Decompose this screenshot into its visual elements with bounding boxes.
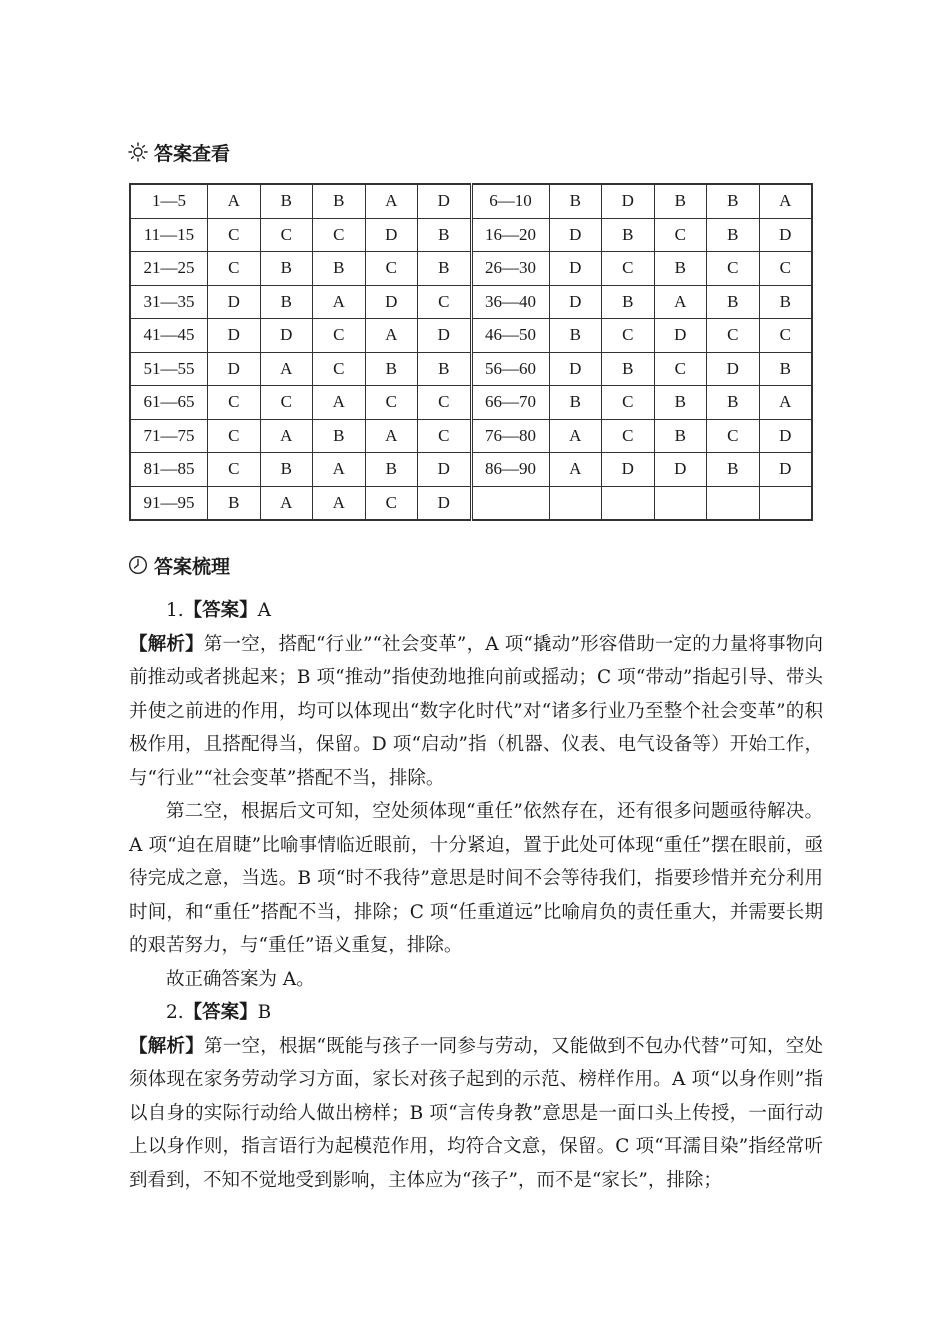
answer-cell: B [418,352,472,386]
q1-analysis-text-1: 第一空，搭配“行业”“社会变革”，A 项“撬动”形容借助一定的力量将事物向前推动或者挑起来；B 项“推动”指使劲地推向前或摇动；C 项“带动”指起引导、带头并使之前进的作用，均可以体现出“数字化时代”对“诸多行业乃至整个社会变革”的积极作用，且搭配得当，保留。D 项“启动”指（机器、仪表、电气设备等）开始工作，与“行业”“社会变革”搭配不当，排除。 [129,633,823,789]
table-row [130,486,812,520]
table-row [130,285,812,319]
question-range-cell: 56—60 [471,352,549,386]
question-range-cell: 91—95 [130,486,208,520]
answer-cell: A [260,486,313,520]
answer-cell: D [654,319,707,353]
table-row [130,453,812,487]
answer-cell: B [260,453,313,487]
answer-cell: B [260,252,313,286]
table-row [130,352,812,386]
answer-cell: D [759,453,812,487]
answer-cell: A [365,184,418,218]
answer-cell: C [759,319,812,353]
answer-cell: D [707,352,760,386]
answer-cell: D [549,285,602,319]
q1-analysis-tag: 【解析】 [129,633,204,655]
answer-cell: C [759,252,812,286]
question-range-cell [471,486,549,520]
answer-cell: B [313,419,366,453]
answer-cell: A [549,453,602,487]
q2-answer: B [257,1002,272,1023]
answer-cell: A [759,184,812,218]
answer-cell: A [365,319,418,353]
q1-conclusion: 故正确答案为 A。 [166,968,315,990]
q1-analysis-p1 [129,628,823,796]
q1-analysis-p2: 第二空，根据后文可知，空处须体现“重任”依然存在，还有很多问题亟待解决。A 项“迫在眉睫”比喻事情临近眼前，十分紧迫，置于此处可体现“重任”摆在眼前，亟待完成之意，当选。B 项“时不我待”意思是时间不会等待我们，指要珍惜并充分利用时间，和“重任”搭配不当，排除；C 项“任重道远”比喻肩负的责任重大，并需要长期的艰苦努力，与“重任”语义重复，排除。 [129,801,823,956]
answer-cell: C [654,352,707,386]
answer-cell: B [759,285,812,319]
answer-cell: C [602,319,655,353]
answer-cell: C [654,218,707,252]
answer-cell: D [260,319,313,353]
table-row [130,419,812,453]
answer-cell: B [313,184,366,218]
question-range-cell: 86—90 [471,453,549,487]
q2-number: 2. [166,1002,184,1023]
answer-cell: B [549,184,602,218]
answer-cell: B [313,252,366,286]
answer-cell: D [208,285,261,319]
answer-cell: C [208,218,261,252]
answer-cell: C [707,319,760,353]
q1-answer: A [257,600,272,621]
answer-cell: D [418,486,472,520]
answer-cell: B [654,386,707,420]
answer-cell: B [602,352,655,386]
answer-cell: B [602,285,655,319]
q1-answer-tag: 【答案】 [183,600,258,621]
answer-cell: D [418,319,472,353]
q2-answer-tag: 【答案】 [183,1002,258,1023]
answer-cell: C [313,319,366,353]
answer-cell: B [260,184,313,218]
answer-cell: A [365,419,418,453]
answer-cell: C [602,386,655,420]
question-range-cell: 81—85 [130,453,208,487]
answer-cell: D [549,252,602,286]
answer-cell: C [707,252,760,286]
answer-cell: B [418,218,472,252]
q1-answer-line [129,594,823,628]
answer-cell [707,486,760,520]
question-range-cell: 26—30 [471,252,549,286]
answer-cell: B [549,386,602,420]
answer-cell: C [208,252,261,286]
answer-cell: D [549,352,602,386]
question-range-cell: 71—75 [130,419,208,453]
answer-cell: C [418,386,472,420]
answer-cell: A [549,419,602,453]
answer-cell: D [418,184,472,218]
table-row [130,386,812,420]
question-range-cell: 16—20 [471,218,549,252]
answer-cell: C [208,453,261,487]
question-range-cell: 1—5 [130,184,208,218]
answer-cell: B [654,184,707,218]
clock-icon [128,555,148,575]
answer-cell: B [707,285,760,319]
answer-cell: C [208,419,261,453]
answer-cell: D [365,285,418,319]
answer-cell: D [759,419,812,453]
answer-cell: C [313,218,366,252]
answer-cell: D [418,453,472,487]
answer-cell: B [654,252,707,286]
answer-cell: D [759,218,812,252]
review-section-title: 答案梳理 [154,555,231,578]
answer-cell: C [365,252,418,286]
question-range-cell: 11—15 [130,218,208,252]
answer-cell: B [549,319,602,353]
sun-icon [128,142,148,162]
answer-cell: A [313,386,366,420]
answer-cell: B [654,419,707,453]
answer-cell: C [365,486,418,520]
answer-cell: B [707,218,760,252]
answer-cell: B [707,453,760,487]
question-range-cell: 66—70 [471,386,549,420]
question-range-cell: 36—40 [471,285,549,319]
answer-cell: C [313,352,366,386]
answer-cell: D [365,218,418,252]
question-range-cell: 61—65 [130,386,208,420]
q2-analysis-tag: 【解析】 [129,1035,204,1057]
answer-cell: B [260,285,313,319]
q2-answer-line [129,996,823,1030]
answer-cell: B [365,453,418,487]
answer-cell: B [208,486,261,520]
answer-cell: A [313,453,366,487]
answer-cell: D [208,352,261,386]
answer-cell: C [602,419,655,453]
answer-cell: A [759,386,812,420]
answer-cell: A [313,285,366,319]
answer-cell: A [313,486,366,520]
answer-cell: A [208,184,261,218]
question-range-cell: 76—80 [471,419,549,453]
answer-cell: B [759,352,812,386]
answer-cell: B [602,218,655,252]
review-section-heading [128,552,230,578]
answer-explanations [129,594,823,1197]
answer-cell: D [602,453,655,487]
answer-cell: A [260,352,313,386]
answers-section-title: 答案查看 [154,142,231,165]
answer-cell: B [707,184,760,218]
answer-cell: C [260,386,313,420]
q1-number: 1. [166,600,184,621]
answer-cell: B [365,352,418,386]
answer-cell: D [602,184,655,218]
question-range-cell: 51—55 [130,352,208,386]
answer-cell [654,486,707,520]
q2-analysis-text-1: 第一空，根据“既能与孩子一同参与劳动，又能做到不包办代替”可知，空处须体现在家务劳动学习方面，家长对孩子起到的示范、榜样作用。A 项“以身作则”指以自身的实际行动给人做出榜样；B 项“言传身教”意思是一面口头上传授，一面行动上以身作则，指言语行为起模范作用，均符合文意，保留。C 项“耳濡目染”指经常听到看到，不知不觉地受到影响，主体应为“孩子”，而不是“家长”，排除； [129,1035,823,1191]
answer-table [129,183,813,521]
answer-cell: B [418,252,472,286]
question-range-cell: 41—45 [130,319,208,353]
answer-cell [759,486,812,520]
answer-cell: C [707,419,760,453]
answer-cell: C [260,218,313,252]
answer-cell: A [260,419,313,453]
question-range-cell: 46—50 [471,319,549,353]
question-range-cell: 21—25 [130,252,208,286]
table-row [130,252,812,286]
answer-cell: D [654,453,707,487]
question-range-cell: 31—35 [130,285,208,319]
table-row [130,319,812,353]
answer-cell [549,486,602,520]
answer-cell: D [549,218,602,252]
table-row [130,218,812,252]
table-row [130,184,812,218]
answer-cell: C [602,252,655,286]
answer-cell [602,486,655,520]
answer-cell: B [707,386,760,420]
answer-cell: C [365,386,418,420]
answer-cell: C [418,419,472,453]
answer-cell: D [208,319,261,353]
answer-cell: C [208,386,261,420]
answer-cell: A [654,285,707,319]
question-range-cell: 6—10 [471,184,549,218]
q2-analysis-p1 [129,1030,823,1198]
answer-cell: C [418,285,472,319]
answers-section-heading [128,139,230,165]
